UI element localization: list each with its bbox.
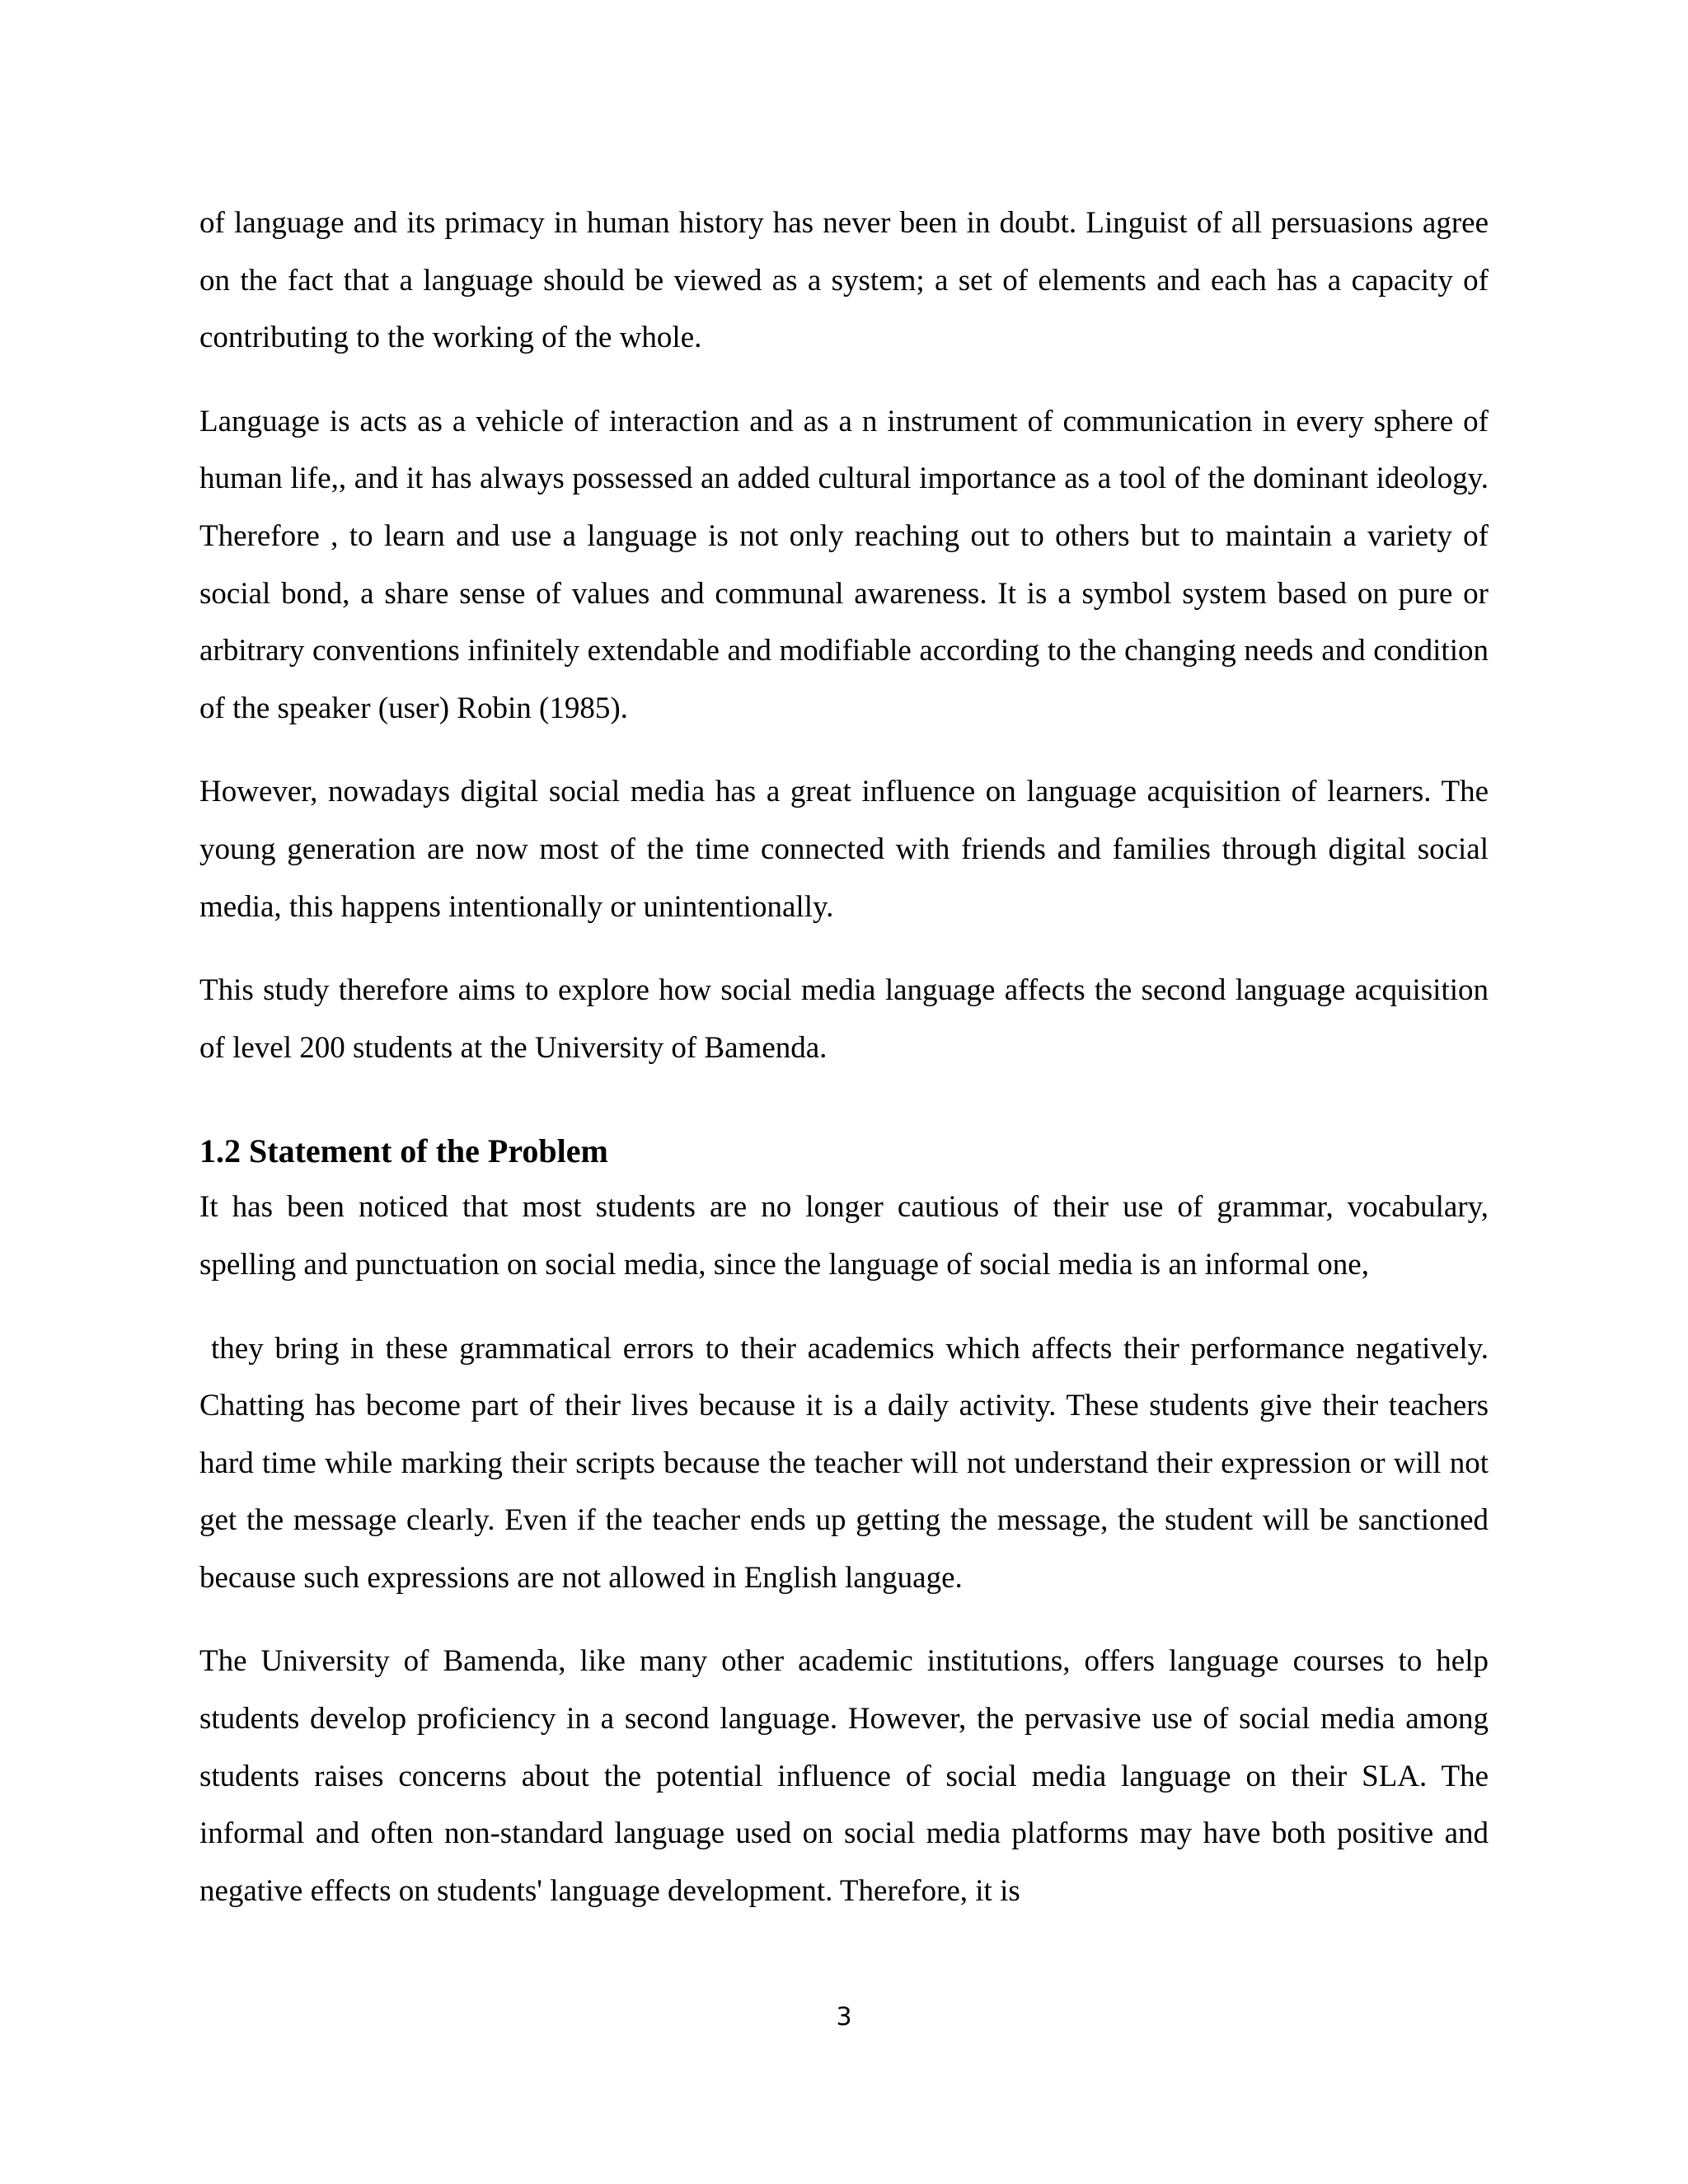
paragraph-grammatical-errors: they bring in these grammatical errors to their academics which affects their performance negatively. Chatting has become part of their lives because it is a daily activity. These students give their teachers hard time while marking their scripts because the teacher will not understand their expression or will not get the message clearly. Even if the teacher ends up getting the message, the student will be sanctioned because such expressions are not allowed in English language. xyxy=(199,1331,1489,1595)
paragraph-students-cautious: It has been noticed that most students are no longer cautious of their use of grammar, vocabulary, spelling and punctuation on social media, since the language of social media is an informal one, xyxy=(199,1190,1489,1282)
paragraph-study-aim: This study therefore aims to explore how social media language affects the second language acquisition of level 200 students at the University of Bamenda. xyxy=(199,973,1489,1065)
page-number: 3 xyxy=(836,2003,852,2032)
page-body xyxy=(199,194,1489,1946)
paragraph-university-of-bamenda: The University of Bamenda, like many other academic institutions, offers language courses to help students develop proficiency in a second language. However, the pervasive use of social media among students raises concerns about the potential influence of social media language on their SLA. The informal and often non-standard language used on social media platforms may have both positive and negative effects on students' language development. Therefore, it is xyxy=(199,1644,1489,1908)
paragraph-language-primacy: of language and its primacy in human history has never been in doubt. Linguist of all persuasions agree on the fact that a language should be viewed as a system; a set of elements and each has a capacity of contributing to the working of the whole. xyxy=(199,206,1489,355)
paragraph-language-vehicle: Language is acts as a vehicle of interaction and as a n instrument of communication in every sphere of human life,, and it has always possessed an added cultural importance as a tool of the dominant ideology. Therefore , to learn and use a language is not only reaching out to others but to maintain a variety of social bond, a share sense of values and communal awareness. It is a symbol system based on pure or arbitrary conventions infinitely extendable and modifiable according to the changing needs and condition of the speaker (user) Robin (1985). xyxy=(199,404,1489,725)
section-heading-statement-of-problem: 1.2 Statement of the Problem xyxy=(199,1132,608,1170)
paragraph-digital-social-media: However, nowadays digital social media has a great influence on language acquisition of learners. The young generation are now most of the time connected with friends and families through digital social media, this happens intentionally or unintentionally. xyxy=(199,775,1489,924)
